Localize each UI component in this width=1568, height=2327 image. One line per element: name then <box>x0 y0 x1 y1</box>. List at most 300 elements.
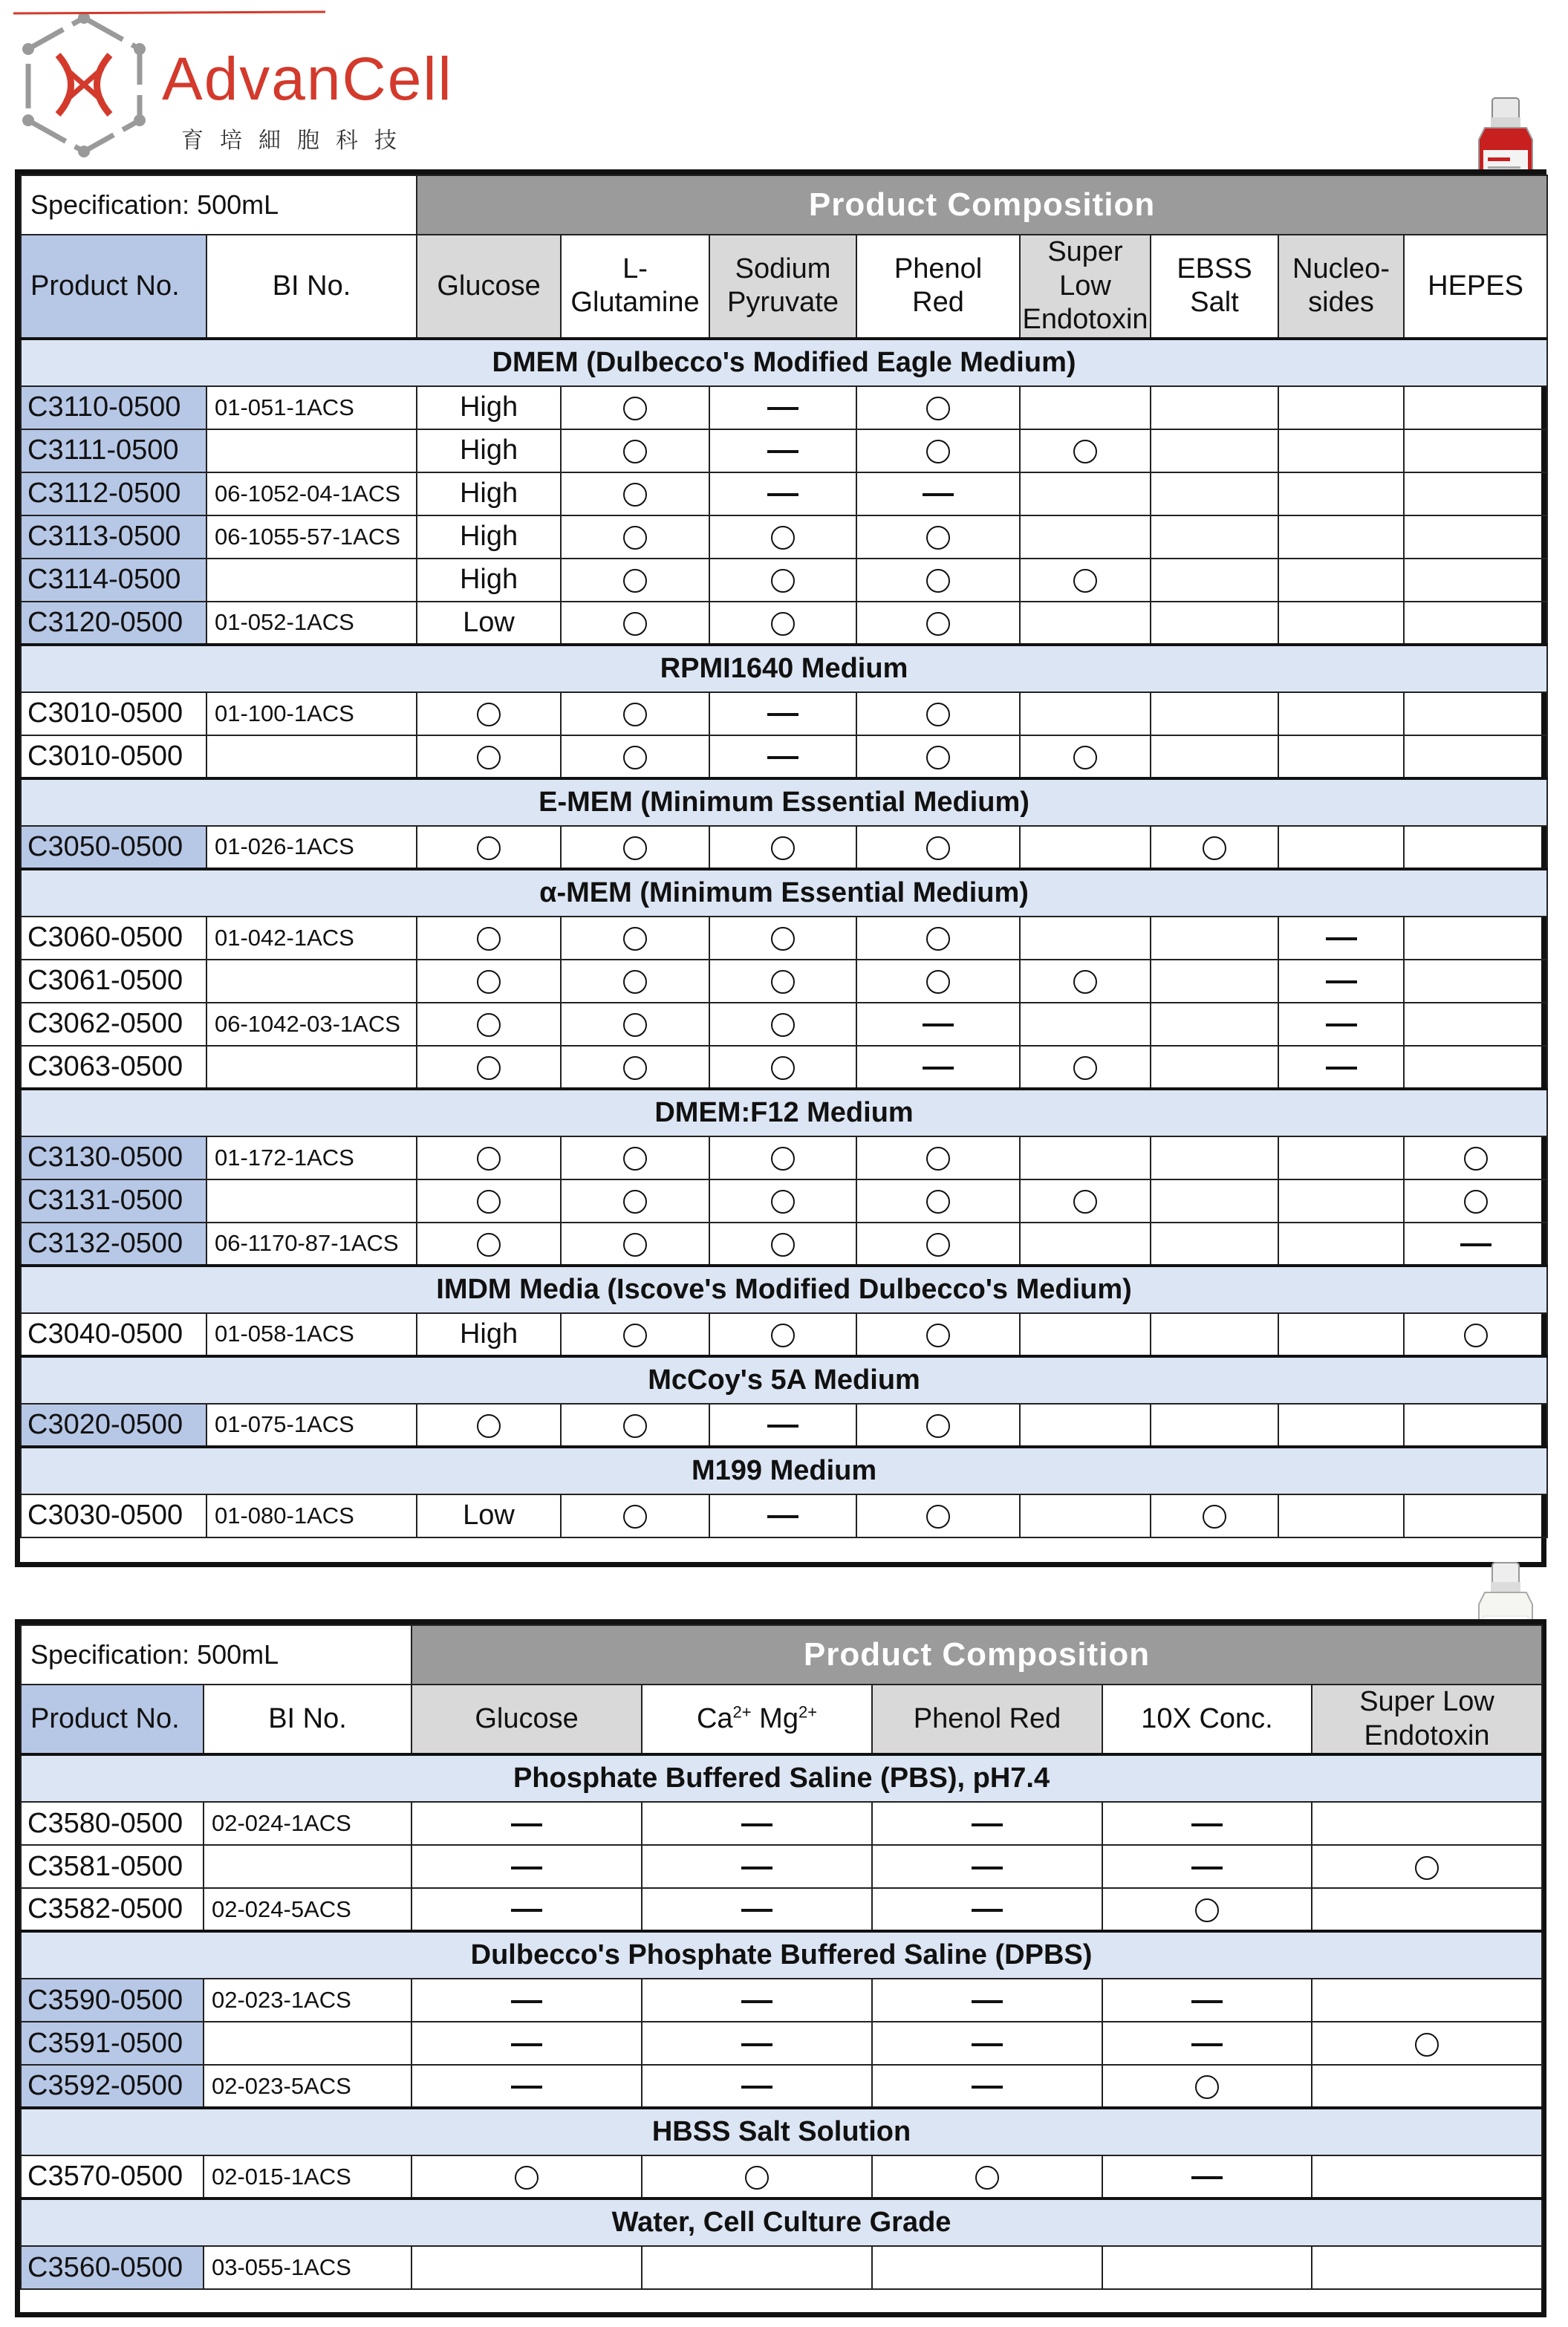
composition-cell <box>856 917 1020 960</box>
section-title: M199 Medium <box>21 1447 1547 1494</box>
composition-cell <box>1151 1404 1278 1447</box>
composition-cell <box>709 515 856 559</box>
bi-no-cell <box>206 1046 417 1089</box>
composition-cell <box>872 2065 1102 2108</box>
composition-cell <box>1278 735 1404 778</box>
composition-cell <box>1312 1802 1542 1845</box>
included-circle-icon <box>477 1190 501 1214</box>
composition-cell <box>1151 1494 1278 1537</box>
section-title: IMDM Media (Iscove's Modified Dulbecco's Medium) <box>21 1266 1547 1313</box>
included-circle-icon <box>745 2166 769 2190</box>
composition-cell <box>411 2246 642 2289</box>
composition-cell <box>642 2246 872 2289</box>
column-header-sodium-pyruvate: Sodium Pyruvate <box>709 235 856 339</box>
section-title: DMEM (Dulbecco's Modified Eagle Medium) <box>21 339 1547 386</box>
composition-cell <box>1151 515 1278 559</box>
product-no-cell: C3114-0500 <box>21 559 206 602</box>
bi-no-cell: 01-058-1ACS <box>206 1313 417 1356</box>
composition-cell <box>1404 1136 1547 1179</box>
composition-cell <box>1020 602 1151 645</box>
column-header-phenol-red: Phenol Red <box>856 235 1020 339</box>
composition-cell <box>561 1179 709 1223</box>
included-circle-icon <box>623 1324 647 1347</box>
included-circle-icon <box>1203 836 1226 860</box>
composition-cell <box>1102 2022 1312 2065</box>
table-row <box>21 1313 1547 1356</box>
product-no-cell: C3580-0500 <box>21 1802 204 1845</box>
column-header-bi-no: BI No. <box>206 235 417 339</box>
composition-cell <box>1404 429 1547 472</box>
composition-cell <box>856 960 1020 1003</box>
bi-no-cell: 02-023-1ACS <box>204 1979 411 2022</box>
composition-cell <box>709 1046 856 1089</box>
composition-cell <box>709 602 856 645</box>
composition-cell <box>561 1313 709 1356</box>
bi-no-cell: 03-055-1ACS <box>204 2246 411 2289</box>
not-included-dash-icon <box>511 1867 542 1869</box>
composition-cell <box>872 1802 1102 1845</box>
bi-no-cell: 02-023-5ACS <box>204 2065 411 2108</box>
not-included-dash-icon <box>741 1867 772 1869</box>
mg-label: Mg <box>751 1702 798 1734</box>
included-circle-icon <box>975 2166 999 2190</box>
column-header-super-low-endotoxin: Super Low Endotoxin <box>1020 235 1151 339</box>
composition-cell <box>872 1845 1102 1888</box>
composition-cell <box>856 602 1020 645</box>
table-row <box>21 826 1547 869</box>
composition-cell <box>1020 1494 1151 1537</box>
product-no-cell: C3590-0500 <box>21 1979 204 2022</box>
not-included-dash-icon <box>923 1023 954 1026</box>
included-circle-icon <box>623 703 647 726</box>
included-circle-icon <box>1073 440 1097 463</box>
composition-cell <box>856 1223 1020 1266</box>
composition-cell <box>1404 515 1547 559</box>
included-circle-icon <box>771 569 795 593</box>
composition-cell <box>1404 559 1547 602</box>
mg-charge: 2+ <box>798 1702 818 1722</box>
bi-no-cell: 02-024-5ACS <box>204 1888 411 1931</box>
not-included-dash-icon <box>1326 1067 1357 1070</box>
composition-cell <box>1404 1223 1547 1266</box>
composition-cell <box>1278 1136 1404 1179</box>
column-header-product-no: Product No. <box>21 235 206 339</box>
table-row <box>21 1179 1547 1223</box>
product-no-cell: C3113-0500 <box>21 515 206 559</box>
brand-name <box>162 45 453 113</box>
composition-cell: High <box>417 386 561 429</box>
bi-no-cell: 02-024-1ACS <box>204 1802 411 1845</box>
included-circle-icon <box>926 612 950 636</box>
section-header-row <box>21 1931 1542 1979</box>
composition-cell <box>561 386 709 429</box>
bi-no-cell: 06-1055-57-1ACS <box>206 515 417 559</box>
composition-cell <box>561 917 709 960</box>
composition-cell <box>417 960 561 1003</box>
composition-cell <box>417 1404 561 1447</box>
product-composition-header: Product Composition <box>411 1625 1542 1685</box>
included-circle-icon <box>926 440 950 463</box>
composition-cell <box>872 2155 1102 2199</box>
composition-cell <box>856 515 1020 559</box>
composition-cell <box>642 1979 872 2022</box>
bi-no-cell: 01-026-1ACS <box>206 826 417 869</box>
included-circle-icon <box>623 612 647 636</box>
composition-cell <box>1151 386 1278 429</box>
not-included-dash-icon <box>1191 2000 1223 2003</box>
composition-cell <box>1020 515 1151 559</box>
composition-cell <box>1020 386 1151 429</box>
composition-cell <box>417 826 561 869</box>
composition-cell <box>561 559 709 602</box>
composition-cell <box>561 826 709 869</box>
not-included-dash-icon <box>767 756 798 759</box>
composition-cell <box>1278 1223 1404 1266</box>
brand-subtitle: 育培細胞科技 <box>181 128 413 154</box>
product-no-cell: C3570-0500 <box>21 2155 204 2199</box>
composition-cell <box>1312 2246 1542 2289</box>
table-row <box>21 2022 1542 2065</box>
included-circle-icon <box>926 746 950 769</box>
composition-cell <box>856 1404 1020 1447</box>
included-circle-icon <box>926 569 950 593</box>
not-included-dash-icon <box>767 1425 798 1428</box>
composition-cell <box>411 2022 642 2065</box>
composition-cell <box>417 1046 561 1089</box>
table-row <box>21 2246 1542 2289</box>
table-row <box>21 692 1547 735</box>
not-included-dash-icon <box>972 1823 1003 1826</box>
composition-cell <box>1151 1136 1278 1179</box>
composition-cell: High <box>417 429 561 472</box>
composition-cell <box>1020 472 1151 515</box>
included-circle-icon <box>623 1056 647 1080</box>
section-title: DMEM:F12 Medium <box>21 1089 1547 1136</box>
composition-cell <box>1151 472 1278 515</box>
composition-cell <box>1404 1313 1547 1356</box>
section-title: RPMI1640 Medium <box>21 645 1547 692</box>
table-row <box>21 429 1547 472</box>
composition-cell <box>1151 1313 1278 1356</box>
column-header-nucleosides: Nucleo- sides <box>1278 235 1404 339</box>
section-title: Dulbecco's Phosphate Buffered Saline (DPBS) <box>21 1931 1542 1979</box>
included-circle-icon <box>623 970 647 994</box>
included-circle-icon <box>1073 970 1097 994</box>
included-circle-icon <box>771 612 795 636</box>
composition-cell <box>561 1136 709 1179</box>
composition-cell <box>1020 1179 1151 1223</box>
section-header-row <box>21 1089 1547 1136</box>
composition-cell <box>1151 1046 1278 1089</box>
not-included-dash-icon <box>511 1909 542 1912</box>
composition-cell: High <box>417 559 561 602</box>
composition-cell <box>1404 1494 1547 1537</box>
product-no-cell: C3010-0500 <box>21 692 206 735</box>
composition-cell <box>1151 602 1278 645</box>
composition-cell <box>1020 1223 1151 1266</box>
composition-cell <box>417 1003 561 1046</box>
included-circle-icon <box>771 836 795 860</box>
not-included-dash-icon <box>511 2086 542 2089</box>
not-included-dash-icon <box>1326 1023 1357 1026</box>
not-included-dash-icon <box>767 713 798 716</box>
included-circle-icon <box>623 1013 647 1037</box>
composition-cell <box>856 386 1020 429</box>
table-row <box>21 2065 1542 2108</box>
not-included-dash-icon <box>741 2043 772 2046</box>
section-header-row <box>21 1356 1547 1404</box>
composition-cell <box>709 472 856 515</box>
table-row <box>21 515 1547 559</box>
composition-cell <box>1020 1313 1151 1356</box>
bi-no-cell: 06-1170-87-1ACS <box>206 1223 417 1266</box>
composition-cell <box>856 1313 1020 1356</box>
bi-no-cell: 01-172-1ACS <box>206 1136 417 1179</box>
product-no-cell: C3030-0500 <box>21 1494 206 1537</box>
composition-cell <box>411 1888 642 1931</box>
composition-cell <box>417 917 561 960</box>
bi-no-cell: 01-100-1ACS <box>206 692 417 735</box>
column-header-hepes: HEPES <box>1404 235 1547 339</box>
table-row <box>21 1494 1547 1537</box>
composition-cell <box>1404 472 1547 515</box>
included-circle-icon <box>1415 1856 1439 1880</box>
composition-cell <box>561 429 709 472</box>
included-circle-icon <box>926 1190 950 1214</box>
not-included-dash-icon <box>767 450 798 453</box>
included-circle-icon <box>1415 2033 1439 2057</box>
column-header-super-low-endotoxin: Super Low Endotoxin <box>1312 1685 1542 1754</box>
not-included-dash-icon <box>923 1067 954 1070</box>
composition-cell <box>1278 515 1404 559</box>
bi-no-cell <box>206 1179 417 1223</box>
table-row <box>21 917 1547 960</box>
column-header-product-no: Product No. <box>21 1685 204 1754</box>
not-included-dash-icon <box>511 1823 542 1826</box>
included-circle-icon <box>1464 1190 1488 1214</box>
included-circle-icon <box>477 1056 501 1080</box>
composition-cell <box>561 1223 709 1266</box>
included-circle-icon <box>623 1147 647 1171</box>
composition-cell <box>1020 1404 1151 1447</box>
composition-cell: High <box>417 515 561 559</box>
specification-label: Specification: 500mL <box>21 175 417 235</box>
composition-cell <box>1151 960 1278 1003</box>
table-row <box>21 602 1547 645</box>
composition-cell <box>1278 1003 1404 1046</box>
included-circle-icon <box>477 836 501 860</box>
not-included-dash-icon <box>1191 1867 1223 1869</box>
composition-cell <box>417 692 561 735</box>
composition-cell <box>1278 602 1404 645</box>
product-no-cell: C3111-0500 <box>21 429 206 472</box>
composition-cell <box>561 735 709 778</box>
not-included-dash-icon <box>1326 980 1357 983</box>
composition-cell <box>417 1136 561 1179</box>
brand-logo <box>13 10 489 166</box>
section-header-row <box>21 2199 1542 2246</box>
composition-cell <box>709 1494 856 1537</box>
composition-cell <box>1312 2155 1542 2199</box>
bi-no-cell: 01-051-1ACS <box>206 386 417 429</box>
included-circle-icon <box>1073 1056 1097 1080</box>
composition-cell <box>709 429 856 472</box>
included-circle-icon <box>1464 1147 1488 1171</box>
product-no-cell: C3062-0500 <box>21 1003 206 1046</box>
product-no-cell: C3581-0500 <box>21 1845 204 1888</box>
included-circle-icon <box>623 927 647 951</box>
included-circle-icon <box>771 526 795 550</box>
composition-cell <box>561 515 709 559</box>
table-row <box>21 1136 1547 1179</box>
not-included-dash-icon <box>972 1867 1003 1869</box>
composition-cell <box>1312 1979 1542 2022</box>
column-header-bi-no: BI No. <box>204 1685 411 1754</box>
product-no-cell: C3582-0500 <box>21 1888 204 1931</box>
composition-cell <box>872 2246 1102 2289</box>
included-circle-icon <box>623 1233 647 1257</box>
table-row <box>21 1845 1542 1888</box>
composition-cell <box>411 1845 642 1888</box>
composition-cell <box>1151 735 1278 778</box>
composition-cell <box>561 1046 709 1089</box>
column-header-phenol-red: Phenol Red <box>872 1685 1102 1754</box>
bi-no-cell: 01-075-1ACS <box>206 1404 417 1447</box>
column-header-ca-mg <box>642 1685 872 1754</box>
included-circle-icon <box>623 483 647 507</box>
composition-cell <box>411 1802 642 1845</box>
composition-cell <box>856 1179 1020 1223</box>
product-no-cell: C3592-0500 <box>21 2065 204 2108</box>
product-no-cell: C3110-0500 <box>21 386 206 429</box>
brand-swoosh-icon <box>13 10 325 16</box>
included-circle-icon <box>623 569 647 593</box>
product-no-cell: C3060-0500 <box>21 917 206 960</box>
section-header-row <box>21 1754 1542 1802</box>
included-circle-icon <box>771 1233 795 1257</box>
bi-no-cell <box>206 559 417 602</box>
included-circle-icon <box>926 970 950 994</box>
composition-cell <box>1020 960 1151 1003</box>
section-title: McCoy's 5A Medium <box>21 1356 1547 1404</box>
composition-cell <box>709 1136 856 1179</box>
product-no-cell: C3061-0500 <box>21 960 206 1003</box>
brand-name-part1: Advan <box>162 45 342 113</box>
composition-cell <box>1020 429 1151 472</box>
included-circle-icon <box>926 1414 950 1438</box>
not-included-dash-icon <box>923 493 954 496</box>
included-circle-icon <box>926 1324 950 1347</box>
composition-cell <box>709 735 856 778</box>
composition-cell: Low <box>417 1494 561 1537</box>
table-row <box>21 1888 1542 1931</box>
composition-cell: High <box>417 472 561 515</box>
included-circle-icon <box>1073 569 1097 593</box>
included-circle-icon <box>477 1013 501 1037</box>
composition-cell <box>642 1802 872 1845</box>
composition-cell <box>1102 1845 1312 1888</box>
composition-cell: Low <box>417 602 561 645</box>
section-header-row <box>21 339 1547 386</box>
composition-cell <box>1278 559 1404 602</box>
table-row <box>21 960 1547 1003</box>
included-circle-icon <box>1073 746 1097 769</box>
table-row <box>21 1003 1547 1046</box>
composition-cell <box>1020 826 1151 869</box>
included-circle-icon <box>771 1147 795 1171</box>
not-included-dash-icon <box>972 1909 1003 1912</box>
bi-no-cell <box>204 1845 411 1888</box>
product-no-cell: C3112-0500 <box>21 472 206 515</box>
composition-cell <box>561 692 709 735</box>
included-circle-icon <box>926 703 950 726</box>
not-included-dash-icon <box>511 2000 542 2003</box>
not-included-dash-icon <box>741 2000 772 2003</box>
table-row <box>21 1802 1542 1845</box>
composition-cell <box>417 735 561 778</box>
bi-no-cell <box>206 735 417 778</box>
bi-no-cell: 01-042-1ACS <box>206 917 417 960</box>
not-included-dash-icon <box>741 1909 772 1912</box>
composition-cell <box>1404 960 1547 1003</box>
not-included-dash-icon <box>741 2086 772 2089</box>
composition-cell <box>411 1979 642 2022</box>
composition-cell <box>856 735 1020 778</box>
included-circle-icon <box>623 746 647 769</box>
composition-cell <box>872 1979 1102 2022</box>
composition-cell <box>1278 472 1404 515</box>
table-row <box>21 2155 1542 2199</box>
product-no-cell: C3010-0500 <box>21 735 206 778</box>
not-included-dash-icon <box>1326 937 1357 940</box>
hexagon-logo-icon <box>13 10 154 159</box>
composition-cell <box>1278 960 1404 1003</box>
included-circle-icon <box>926 397 950 420</box>
included-circle-icon <box>926 526 950 550</box>
included-circle-icon <box>623 1414 647 1438</box>
composition-cell <box>709 386 856 429</box>
composition-cell <box>1102 1979 1312 2022</box>
column-header-10x-conc: 10X Conc. <box>1102 1685 1312 1754</box>
composition-cell <box>642 2155 872 2199</box>
composition-cell <box>709 960 856 1003</box>
composition-cell <box>709 1223 856 1266</box>
composition-cell <box>1278 692 1404 735</box>
section-title: Water, Cell Culture Grade <box>21 2199 1542 2246</box>
buffer-composition-table <box>20 1624 1543 2290</box>
included-circle-icon <box>926 1505 950 1529</box>
included-circle-icon <box>477 970 501 994</box>
composition-cell <box>856 1003 1020 1046</box>
media-composition-table <box>20 175 1548 1538</box>
composition-cell <box>709 1179 856 1223</box>
product-no-cell: C3050-0500 <box>21 826 206 869</box>
included-circle-icon <box>623 526 647 550</box>
included-circle-icon <box>623 836 647 860</box>
composition-cell <box>561 1003 709 1046</box>
composition-cell <box>561 602 709 645</box>
section-header-row <box>21 2108 1542 2155</box>
composition-cell <box>1102 1802 1312 1845</box>
bi-no-cell: 06-1042-03-1ACS <box>206 1003 417 1046</box>
product-no-cell: C3020-0500 <box>21 1404 206 1447</box>
composition-cell <box>1102 2065 1312 2108</box>
section-title: Phosphate Buffered Saline (PBS), pH7.4 <box>21 1754 1542 1802</box>
composition-cell <box>417 1179 561 1223</box>
bi-no-cell <box>204 2022 411 2065</box>
section-title: E-MEM (Minimum Essential Medium) <box>21 778 1547 826</box>
media-table <box>15 169 1546 1567</box>
